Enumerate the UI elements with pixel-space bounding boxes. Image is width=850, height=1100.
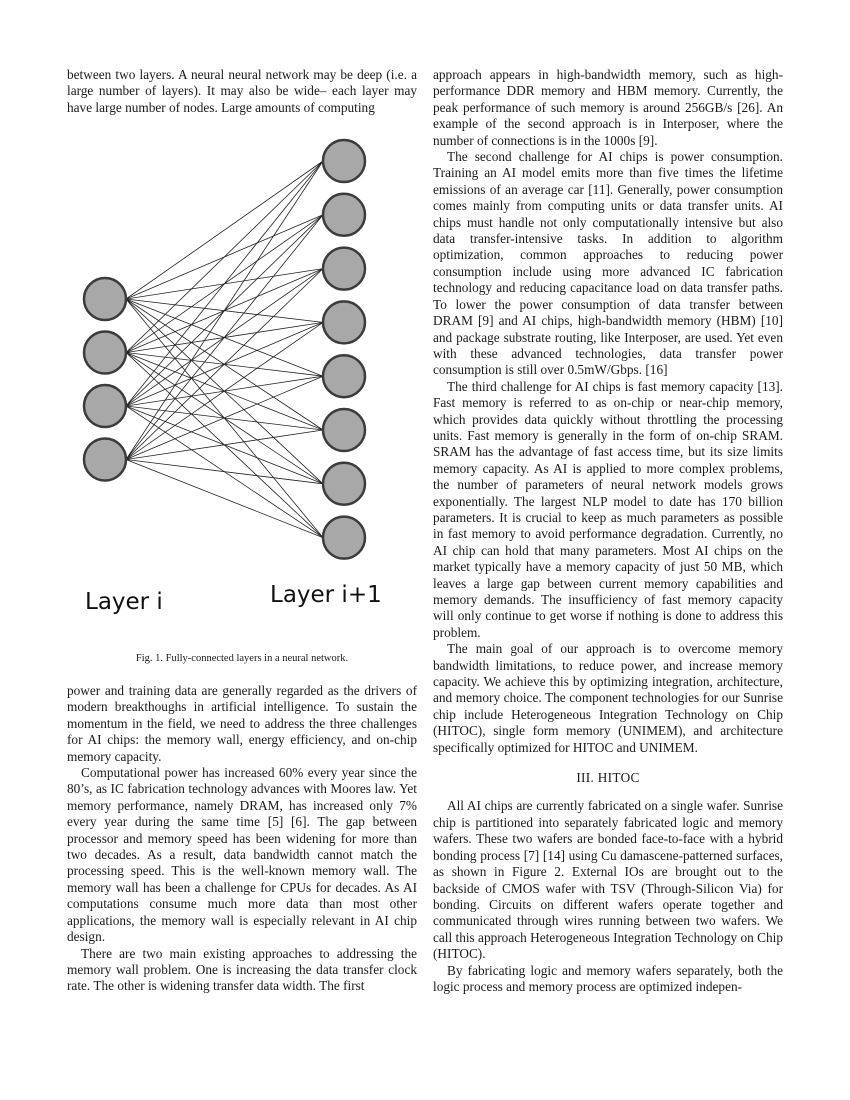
left-column-top	[67, 67, 417, 116]
layer-i-node	[84, 439, 126, 481]
section-heading: III. HITOC	[576, 770, 640, 786]
figure-1	[67, 136, 417, 616]
layer-i-node	[84, 385, 126, 427]
connection-edge	[126, 322, 323, 459]
layer-i-plus-1-node	[323, 301, 365, 343]
paragraph: There are two main existing approaches to addressing the memory wall problem. One is increasing the data transfer clock rate. The other is widening transfer data width. The first	[67, 945, 417, 994]
layer-i-plus-1-node	[323, 409, 365, 451]
layer-i-node	[84, 332, 126, 374]
paragraph: power and training data are generally regarded as the drivers of modern breakthoughs in artificial intelligence. To sustain the momentum in the field, we need to address the three challenges for AI chips: the memory wall, energy efficiency, and on-chip memory capacity.	[67, 683, 417, 764]
layer-i-node	[84, 278, 126, 320]
connection-edge	[126, 460, 323, 484]
layer-i-plus-1-node	[323, 194, 365, 236]
layer-i-plus-1-node	[323, 140, 365, 182]
layer-i-label: Layer i	[85, 589, 163, 615]
paragraph: Computational power has increased 60% every year since the 80’s, as IC fabrication technology advances with Moores law. Yet memory performance, namely DRAM, has increased only 7% every year during the same time [5] [6]. The gap between processor and memory speed has been widening for more than two decades. As a result, data bandwidth cannot match the processing speed. This is the well-known memory wall. The memory wall has been a challenge for CPUs for decades. As AI computations consume much more data than most other applications, the memory wall is especially relevant in AI chip design.	[67, 765, 417, 945]
layer-i-plus-1-node	[323, 517, 365, 559]
layer-i-plus-1-node	[323, 248, 365, 290]
connection-edge	[126, 161, 323, 406]
layer-i-plus-1-node	[323, 463, 365, 505]
paragraph: The second challenge for AI chips is power consumption. Training an AI model emits more than five times the lifetime emissions of an average car [11]. Generally, power consumption comes mainly from computing units or data transfer units. AI chips must handle not only computationally intensive but also data transfer-intensive tasks. In addition to algorithm optimization, common approaches to reducing power consumption include using more advanced IC fabrication technology and reducing capacitance load on data transfer paths. To lower the power consumption of data transfer between DRAM [9] and AI chips, high-bandwidth memory (HBM) [10] and package substrate routing, like Interposer, are used. Yet even with these advanced technologies, data transfer power consumption is still over 0.5mW/Gbps. [16]	[433, 149, 783, 378]
connection-edge	[126, 161, 323, 353]
neural-network-diagram	[67, 136, 417, 616]
paragraph: The main goal of our approach is to overcome memory bandwidth limitations, to reduce power, and increase memory capacity. We achieve this by optimizing integration, architecture, and memory choice. The component technologies for our Sunrise chip include Heterogeneous Integration Technology on Chip (HITOC), single form memory (UNIMEM), and architecture specifically optimized for HITOC and UNIMEM.	[433, 641, 783, 755]
connection-edge	[126, 161, 323, 299]
paragraph: The third challenge for AI chips is fast memory capacity [13]. Fast memory is referred to as on-chip or near-chip memory, which provides data quickly without throttling the processing units. Fast memory is generally in the form of on-chip SRAM. SRAM has the advantage of fast access time, but its size limits memory capacity. As AI is applied to more complex problems, the number of parameters of neural network models grows exponentially. The largest NLP model to date has 170 billion parameters. It is crucial to keep as much parameters as possible in fast memory to avoid performance degradation. Currently, no AI chip can hold that many parameters. Most AI chips on the market typically have a memory capacity of just 50 MB, which leaves a large gap between current memory capabilities and memory demands. The insufficiency of fast memory capacity will only continue to get worse if nothing is done to address this problem.	[433, 378, 783, 640]
layer-i-plus-1-label: Layer i+1	[270, 582, 382, 608]
layer-i-plus-1-node	[323, 355, 365, 397]
paragraph: approach appears in high-bandwidth memory, such as high-performance DDR memory and HBM memory. Currently, the peak performance of such memory is around 256GB/s [26]. An example of the second approach is in Interposer, where the number of connections is in the 1000s [9].	[433, 67, 783, 148]
connection-edge	[126, 215, 323, 460]
connection-edge	[126, 430, 323, 460]
left-column-bottom	[67, 683, 417, 995]
paragraph: All AI chips are currently fabricated on a single wafer. Sunrise chip is partitioned into separately fabricated logic and memory wafers. These two wafers are bonded face-to-face with a hybrid bonding process [7] [14] using Cu damascene-patterned surfaces, as shown in Figure 2. External IOs are brought out to the backside of CMOS wafer with TSV (Through-Silicon Via) for bonding. Circuits on different wafers operate together and communicated through wires running between two wafers. We call this approach Heterogeneous Integration Technology on Chip (HITOC).	[433, 798, 783, 962]
connection-edge	[126, 460, 323, 538]
paragraph: between two layers. A neural neural network may be deep (i.e. a large number of layers). It may also be wide– each layer may have large number of nodes. Large amounts of computing	[67, 67, 417, 115]
connection-edges	[126, 161, 323, 538]
paragraph: By fabricating logic and memory wafers separately, both the logic process and memory process are optimized indepen-	[433, 962, 783, 994]
right-column	[433, 67, 783, 995]
network-nodes	[84, 140, 365, 559]
figure-caption: Fig. 1. Fully-connected layers in a neural network.	[135, 653, 349, 664]
